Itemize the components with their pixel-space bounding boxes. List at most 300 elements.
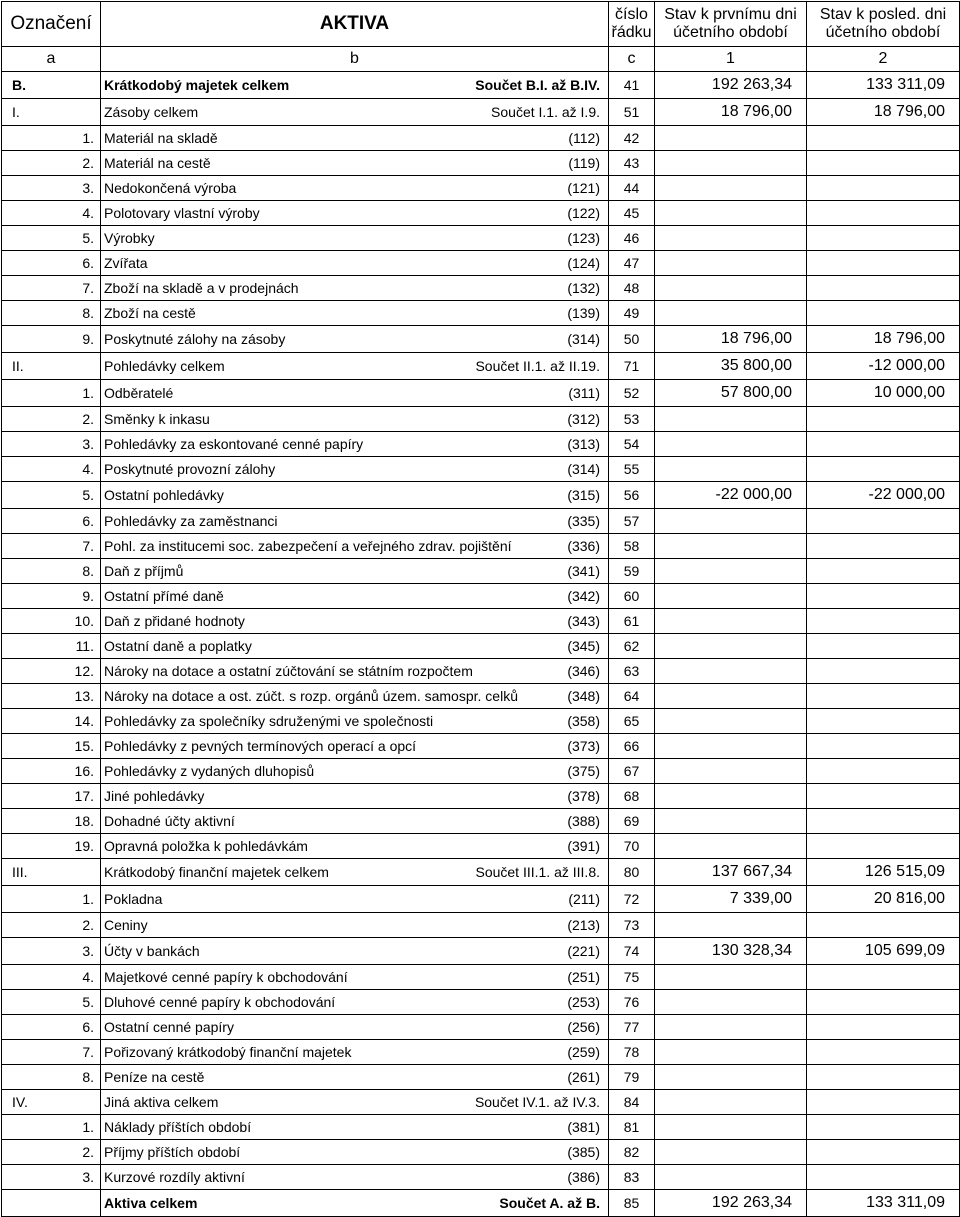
row-code: 5. — [2, 482, 101, 509]
row-value-first — [655, 432, 807, 457]
row-number: 70 — [609, 834, 655, 859]
subheader-b: b — [101, 47, 609, 72]
row-value-last — [807, 126, 960, 151]
row-ref: (388) — [465, 809, 609, 834]
table-row — [2, 380, 960, 407]
row-number: 56 — [609, 482, 655, 509]
row-value-last — [807, 965, 960, 990]
subheader-row — [2, 47, 960, 72]
row-number: 51 — [609, 99, 655, 126]
row-value-first — [655, 734, 807, 759]
row-value-last: 10 000,00 — [807, 380, 960, 407]
row-number: 64 — [609, 684, 655, 709]
row-number: 55 — [609, 457, 655, 482]
row-ref: (341) — [465, 559, 609, 584]
row-value-first: 7 339,00 — [655, 886, 807, 913]
header-radku: řádku — [611, 24, 652, 41]
row-ref: (385) — [465, 1140, 609, 1165]
subheader-c: c — [609, 47, 655, 72]
row-value-first — [655, 1015, 807, 1040]
table-row — [2, 99, 960, 126]
row-ref: (375) — [465, 759, 609, 784]
row-value-last — [807, 251, 960, 276]
row-code: II. — [2, 353, 101, 380]
row-name: Nároky na dotace a ost. zúčt. s rozp. orgánů územ. samospr. celků — [101, 684, 465, 709]
row-ref: Součet IV.1. až IV.3. — [465, 1090, 609, 1115]
row-ref: (132) — [465, 276, 609, 301]
row-name: Zboží na skladě a v prodejnách — [101, 276, 465, 301]
row-value-last — [807, 990, 960, 1015]
row-code: 6. — [2, 509, 101, 534]
row-value-first — [655, 301, 807, 326]
row-code: 2. — [2, 1140, 101, 1165]
row-value-last: -22 000,00 — [807, 482, 960, 509]
table-row — [2, 353, 960, 380]
row-number: 79 — [609, 1065, 655, 1090]
row-value-last — [807, 684, 960, 709]
row-value-first — [655, 913, 807, 938]
row-name: Zboží na cestě — [101, 301, 465, 326]
row-ref: (253) — [465, 990, 609, 1015]
row-name: Ostatní přímé daně — [101, 584, 465, 609]
row-ref: (314) — [465, 457, 609, 482]
row-value-first — [655, 407, 807, 432]
row-value-last — [807, 784, 960, 809]
table-row — [2, 990, 960, 1015]
row-number: 60 — [609, 584, 655, 609]
row-number: 43 — [609, 151, 655, 176]
row-name: Materiál na skladě — [101, 126, 465, 151]
row-name: Poskytnuté provozní zálohy — [101, 457, 465, 482]
row-number: 71 — [609, 353, 655, 380]
row-value-last — [807, 1140, 960, 1165]
row-name: Pohledávky za eskontované cenné papíry — [101, 432, 465, 457]
row-code: 1. — [2, 126, 101, 151]
row-number: 80 — [609, 859, 655, 886]
table-row — [2, 734, 960, 759]
row-ref: Součet I.1. až I.9. — [465, 99, 609, 126]
row-value-last: 133 311,09 — [807, 1190, 960, 1217]
row-code: IV. — [2, 1090, 101, 1115]
row-code: III. — [2, 859, 101, 886]
row-value-last — [807, 457, 960, 482]
row-name: Odběratelé — [101, 380, 465, 407]
row-value-first — [655, 584, 807, 609]
row-number: 81 — [609, 1115, 655, 1140]
row-code: 15. — [2, 734, 101, 759]
row-code: I. — [2, 99, 101, 126]
table-row — [2, 659, 960, 684]
row-code: 1. — [2, 1115, 101, 1140]
row-number: 83 — [609, 1165, 655, 1190]
row-code: 19. — [2, 834, 101, 859]
table-row — [2, 226, 960, 251]
row-value-first — [655, 201, 807, 226]
row-code: 2. — [2, 151, 101, 176]
header-stav-prvni — [655, 2, 807, 47]
header-aktiva: AKTIVA — [101, 2, 609, 47]
row-ref: (335) — [465, 509, 609, 534]
row-name: Majetkové cenné papíry k obchodování — [101, 965, 465, 990]
row-ref: (358) — [465, 709, 609, 734]
row-number: 67 — [609, 759, 655, 784]
row-value-first — [655, 1165, 807, 1190]
row-ref: (391) — [465, 834, 609, 859]
row-ref: (343) — [465, 609, 609, 634]
table-row — [2, 784, 960, 809]
table-row — [2, 634, 960, 659]
row-number: 57 — [609, 509, 655, 534]
row-code: 4. — [2, 201, 101, 226]
row-name: Dluhové cenné papíry k obchodování — [101, 990, 465, 1015]
header-stav-prvni-line2: účetního období — [673, 24, 788, 41]
row-value-last — [807, 809, 960, 834]
table-row — [2, 326, 960, 353]
row-ref: (381) — [465, 1115, 609, 1140]
row-code: 7. — [2, 1040, 101, 1065]
row-code: 3. — [2, 1165, 101, 1190]
row-name: Ostatní cenné papíry — [101, 1015, 465, 1040]
table-row — [2, 938, 960, 965]
row-ref: Součet B.I. až B.IV. — [465, 72, 609, 99]
row-ref: (336) — [465, 534, 609, 559]
row-value-last: 18 796,00 — [807, 99, 960, 126]
table-row — [2, 1040, 960, 1065]
row-name: Daň z přidané hodnoty — [101, 609, 465, 634]
table-row — [2, 457, 960, 482]
row-value-last — [807, 276, 960, 301]
row-value-last: -12 000,00 — [807, 353, 960, 380]
header-oznaceni: Označení — [2, 2, 101, 47]
row-ref: (256) — [465, 1015, 609, 1040]
row-value-last — [807, 834, 960, 859]
row-code: 13. — [2, 684, 101, 709]
row-code: 7. — [2, 276, 101, 301]
row-ref: (315) — [465, 482, 609, 509]
row-ref: (345) — [465, 634, 609, 659]
row-ref: (313) — [465, 432, 609, 457]
row-value-last — [807, 151, 960, 176]
row-ref: (124) — [465, 251, 609, 276]
row-ref: (112) — [465, 126, 609, 151]
header-stav-prvni-line1: Stav k prvnímu dni — [664, 6, 797, 23]
row-number: 61 — [609, 609, 655, 634]
row-name: Poskytnuté zálohy na zásoby — [101, 326, 465, 353]
row-ref: Součet III.1. až III.8. — [465, 859, 609, 886]
row-number: 47 — [609, 251, 655, 276]
row-code: 8. — [2, 301, 101, 326]
row-ref: (221) — [465, 938, 609, 965]
row-name: Jiné pohledávky — [101, 784, 465, 809]
row-name: Dohadné účty aktivní — [101, 809, 465, 834]
row-code: 2. — [2, 407, 101, 432]
row-number: 63 — [609, 659, 655, 684]
row-ref: (213) — [465, 913, 609, 938]
header-stav-posled-line2: účetního období — [825, 24, 941, 41]
row-name: Krátkodobý finanční majetek celkem — [101, 859, 465, 886]
table-row — [2, 251, 960, 276]
table-row — [2, 759, 960, 784]
row-value-first — [655, 457, 807, 482]
balance-sheet-table — [1, 1, 960, 1217]
row-code: B. — [2, 72, 101, 99]
row-value-first — [655, 659, 807, 684]
row-value-first — [655, 784, 807, 809]
row-code: 4. — [2, 965, 101, 990]
table-row — [2, 609, 960, 634]
row-name: Pokladna — [101, 886, 465, 913]
table-row — [2, 432, 960, 457]
row-name: Peníze na cestě — [101, 1065, 465, 1090]
table-row — [2, 407, 960, 432]
row-value-last — [807, 176, 960, 201]
row-code: 6. — [2, 1015, 101, 1040]
row-name: Náklady příštích období — [101, 1115, 465, 1140]
row-name: Pohledávky z pevných termínových operací a opcí — [101, 734, 465, 759]
row-value-last — [807, 226, 960, 251]
row-value-last — [807, 1040, 960, 1065]
row-value-last — [807, 659, 960, 684]
table-row — [2, 482, 960, 509]
row-number: 78 — [609, 1040, 655, 1065]
row-name: Nároky na dotace a ostatní zúčtování se státním rozpočtem — [101, 659, 465, 684]
row-ref: Součet A. až B. — [465, 1190, 609, 1217]
row-value-last — [807, 1090, 960, 1115]
row-code: 17. — [2, 784, 101, 809]
row-ref: (342) — [465, 584, 609, 609]
row-ref: (251) — [465, 965, 609, 990]
row-name: Pohledávky z vydaných dluhopisů — [101, 759, 465, 784]
row-value-last — [807, 432, 960, 457]
row-value-last: 105 699,09 — [807, 938, 960, 965]
row-value-first — [655, 534, 807, 559]
row-number: 75 — [609, 965, 655, 990]
header-stav-posled-line1: Stav k posled. dni — [819, 6, 947, 23]
row-code: 2. — [2, 913, 101, 938]
table-row — [2, 809, 960, 834]
row-number: 44 — [609, 176, 655, 201]
row-value-last — [807, 913, 960, 938]
table-row — [2, 859, 960, 886]
row-value-last — [807, 301, 960, 326]
table-row — [2, 834, 960, 859]
table-row — [2, 1165, 960, 1190]
table-row — [2, 1190, 960, 1217]
row-value-first: 35 800,00 — [655, 353, 807, 380]
row-ref: (346) — [465, 659, 609, 684]
row-code: 4. — [2, 457, 101, 482]
row-code: 5. — [2, 226, 101, 251]
row-ref: (386) — [465, 1165, 609, 1190]
row-value-last — [807, 407, 960, 432]
row-code: 16. — [2, 759, 101, 784]
row-number: 59 — [609, 559, 655, 584]
row-value-last: 20 816,00 — [807, 886, 960, 913]
row-value-first — [655, 559, 807, 584]
table-row — [2, 276, 960, 301]
row-value-first: 18 796,00 — [655, 326, 807, 353]
row-name: Pohledávky za zaměstnanci — [101, 509, 465, 534]
row-ref: (311) — [465, 380, 609, 407]
row-number: 41 — [609, 72, 655, 99]
table-row — [2, 509, 960, 534]
row-name: Příjmy příštích období — [101, 1140, 465, 1165]
row-value-first — [655, 1115, 807, 1140]
row-code: 3. — [2, 176, 101, 201]
row-value-first — [655, 759, 807, 784]
row-name: Pořizovaný krátkodobý finanční majetek — [101, 1040, 465, 1065]
row-code: 3. — [2, 432, 101, 457]
header-row — [2, 2, 960, 47]
table-row — [2, 301, 960, 326]
row-name: Polotovary vlastní výroby — [101, 201, 465, 226]
row-name: Opravná položka k pohledávkám — [101, 834, 465, 859]
row-ref: (211) — [465, 886, 609, 913]
row-number: 65 — [609, 709, 655, 734]
table-row — [2, 559, 960, 584]
row-number: 76 — [609, 990, 655, 1015]
table-row — [2, 913, 960, 938]
table-row — [2, 584, 960, 609]
row-value-first — [655, 226, 807, 251]
table-row — [2, 1140, 960, 1165]
row-value-first — [655, 709, 807, 734]
row-code: 9. — [2, 584, 101, 609]
row-code: 3. — [2, 938, 101, 965]
row-value-first — [655, 965, 807, 990]
row-code: 5. — [2, 990, 101, 1015]
row-ref: Součet II.1. až II.19. — [465, 353, 609, 380]
row-number: 73 — [609, 913, 655, 938]
row-value-first: 130 328,34 — [655, 938, 807, 965]
row-number: 66 — [609, 734, 655, 759]
row-code: 1. — [2, 380, 101, 407]
row-value-first — [655, 126, 807, 151]
row-name: Jiná aktiva celkem — [101, 1090, 465, 1115]
row-value-first: -22 000,00 — [655, 482, 807, 509]
row-value-first — [655, 176, 807, 201]
row-value-first — [655, 684, 807, 709]
row-code: 8. — [2, 1065, 101, 1090]
row-name: Výrobky — [101, 226, 465, 251]
row-number: 62 — [609, 634, 655, 659]
row-number: 54 — [609, 432, 655, 457]
row-value-first — [655, 1090, 807, 1115]
row-name: Ostatní pohledávky — [101, 482, 465, 509]
row-value-first — [655, 634, 807, 659]
row-value-first — [655, 151, 807, 176]
row-ref: (139) — [465, 301, 609, 326]
row-value-last — [807, 1015, 960, 1040]
table-row — [2, 151, 960, 176]
row-number: 74 — [609, 938, 655, 965]
row-code: 7. — [2, 534, 101, 559]
row-value-first — [655, 1040, 807, 1065]
row-value-first — [655, 834, 807, 859]
row-code: 9. — [2, 326, 101, 353]
row-code: 1. — [2, 886, 101, 913]
row-ref: (123) — [465, 226, 609, 251]
table-row — [2, 886, 960, 913]
row-name: Nedokončená výroba — [101, 176, 465, 201]
row-code: 10. — [2, 609, 101, 634]
table-row — [2, 1065, 960, 1090]
row-number: 42 — [609, 126, 655, 151]
row-number: 82 — [609, 1140, 655, 1165]
subheader-1: 1 — [655, 47, 807, 72]
row-value-last — [807, 734, 960, 759]
row-value-last — [807, 1165, 960, 1190]
table-row — [2, 176, 960, 201]
row-name: Zásoby celkem — [101, 99, 465, 126]
row-number: 85 — [609, 1190, 655, 1217]
table-row — [2, 709, 960, 734]
row-code: 12. — [2, 659, 101, 684]
header-cislo-radku — [609, 2, 655, 47]
row-code: 11. — [2, 634, 101, 659]
row-value-first — [655, 251, 807, 276]
row-name: Účty v bankách — [101, 938, 465, 965]
row-ref: (261) — [465, 1065, 609, 1090]
row-value-first: 192 263,34 — [655, 1190, 807, 1217]
row-ref: (259) — [465, 1040, 609, 1065]
table-row — [2, 534, 960, 559]
row-value-last — [807, 1115, 960, 1140]
table-row — [2, 1090, 960, 1115]
header-cislo: číslo — [615, 6, 648, 23]
row-value-first — [655, 990, 807, 1015]
row-value-last: 133 311,09 — [807, 72, 960, 99]
row-number: 69 — [609, 809, 655, 834]
row-value-last — [807, 634, 960, 659]
row-value-last: 126 515,09 — [807, 859, 960, 886]
row-ref: (119) — [465, 151, 609, 176]
row-code: 18. — [2, 809, 101, 834]
subheader-a: a — [2, 47, 101, 72]
row-value-last — [807, 709, 960, 734]
row-code: 8. — [2, 559, 101, 584]
row-value-first — [655, 1140, 807, 1165]
table-row — [2, 1115, 960, 1140]
row-value-last — [807, 609, 960, 634]
row-number: 72 — [609, 886, 655, 913]
row-ref: (378) — [465, 784, 609, 809]
table-row — [2, 126, 960, 151]
row-name: Daň z příjmů — [101, 559, 465, 584]
row-value-first — [655, 809, 807, 834]
row-value-first: 137 667,34 — [655, 859, 807, 886]
row-ref: (348) — [465, 684, 609, 709]
row-number: 49 — [609, 301, 655, 326]
row-value-first: 192 263,34 — [655, 72, 807, 99]
row-value-first — [655, 276, 807, 301]
row-name: Kurzové rozdíly aktivní — [101, 1165, 465, 1190]
row-ref: (122) — [465, 201, 609, 226]
row-value-last — [807, 759, 960, 784]
row-number: 52 — [609, 380, 655, 407]
row-code — [2, 1190, 101, 1217]
row-value-last — [807, 584, 960, 609]
row-value-last — [807, 534, 960, 559]
row-value-last — [807, 509, 960, 534]
row-name: Pohl. za institucemi soc. zabezpečení a veřejného zdrav. pojištění — [101, 534, 465, 559]
row-number: 46 — [609, 226, 655, 251]
row-name: Ceniny — [101, 913, 465, 938]
table-row — [2, 1015, 960, 1040]
row-name: Ostatní daně a poplatky — [101, 634, 465, 659]
table-row — [2, 684, 960, 709]
row-number: 45 — [609, 201, 655, 226]
